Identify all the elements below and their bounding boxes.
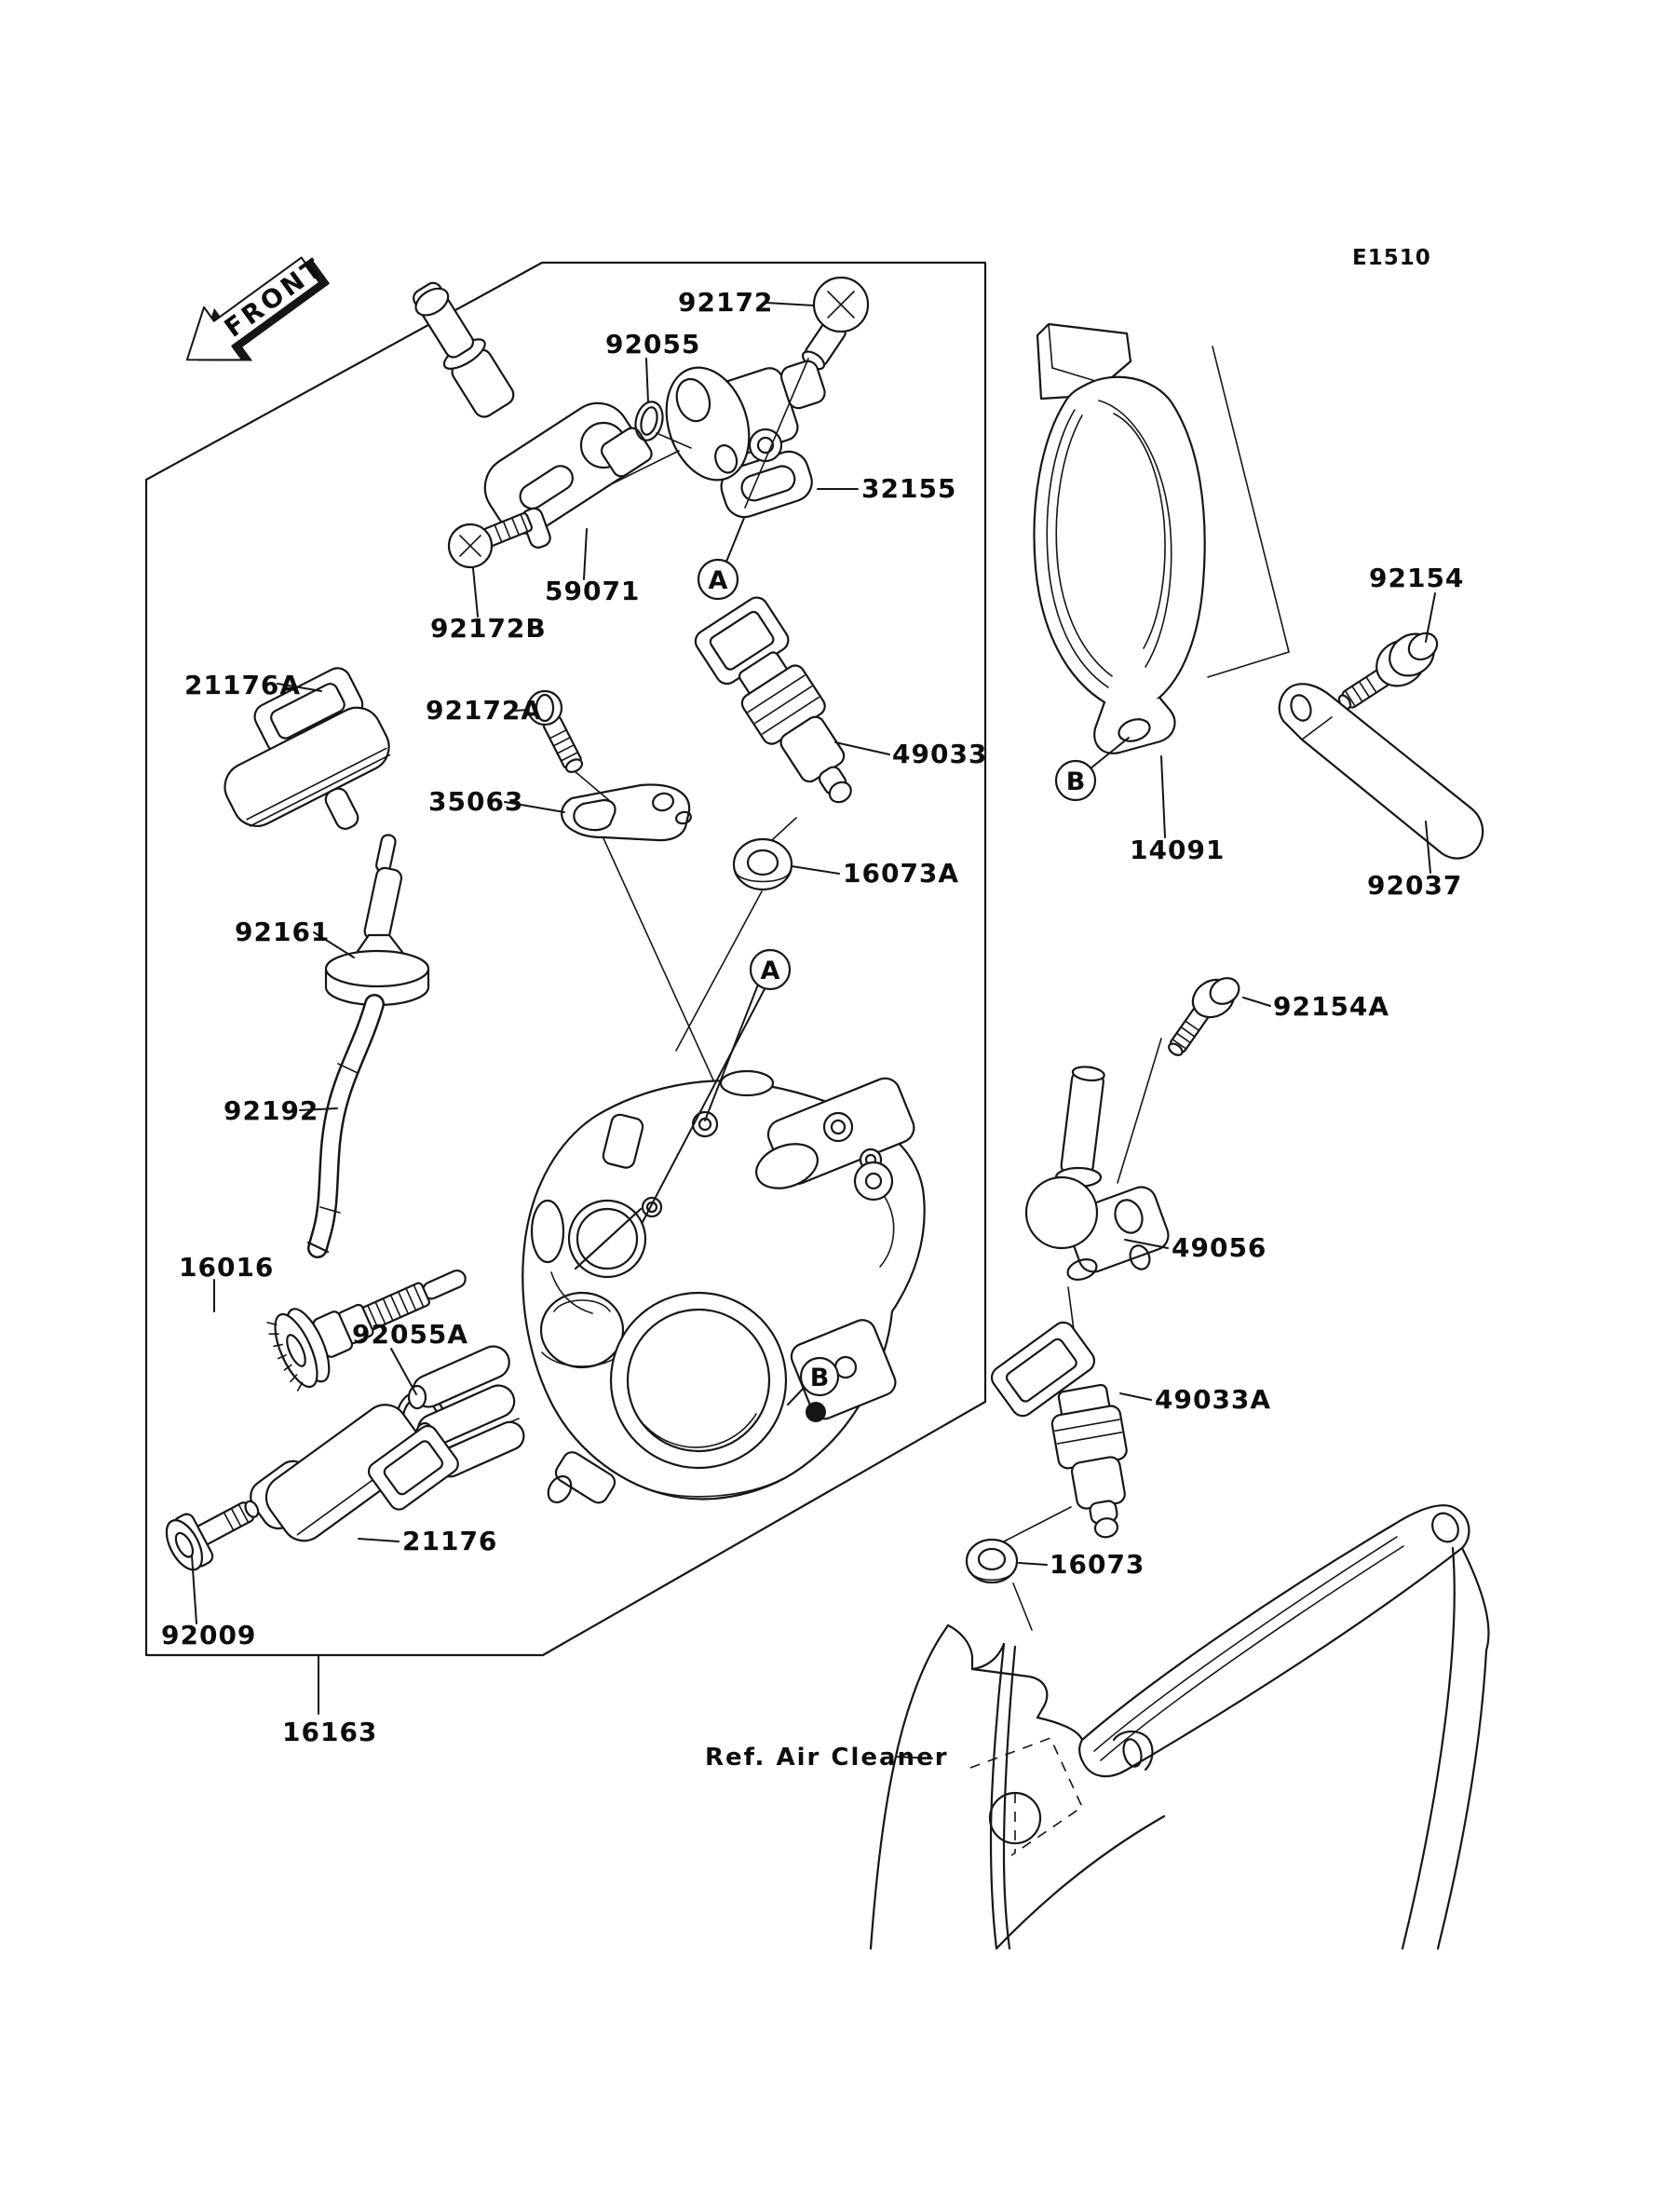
part-label-49056: 49056 — [1172, 1232, 1267, 1263]
part-drawing-92161-damper — [326, 834, 428, 1005]
part-label-16073A: 16073A — [843, 858, 960, 889]
page-code: E1510 — [1352, 246, 1431, 270]
line-49033-to-seal — [773, 818, 796, 839]
front-arrow — [168, 237, 344, 392]
part-drawing-59071-water-temp-sensor — [403, 276, 655, 550]
part-drawing-92172B-screw — [449, 512, 533, 567]
part-label-32155: 32155 — [861, 473, 957, 504]
part-drawing-92192-hose — [308, 1004, 374, 1252]
part-label-92172: 92172 — [678, 287, 774, 318]
ref-air-cleaner-label: Ref. Air Cleaner — [705, 1744, 949, 1772]
part-label-49033A: 49033A — [1155, 1384, 1272, 1415]
leader-lines — [192, 303, 1435, 1759]
part-label-14091: 14091 — [1130, 835, 1226, 865]
callout-b2-letter: B — [809, 1364, 830, 1392]
part-drawing-92172-screw — [800, 278, 868, 373]
callout-b1 — [1056, 738, 1129, 800]
callout-a1 — [698, 518, 744, 599]
part-drawing-35063-bracket — [562, 771, 729, 1115]
part-label-16073: 16073 — [1050, 1549, 1145, 1580]
part-label-92161: 92161 — [235, 917, 331, 947]
part-drawing-air-cleaner — [871, 1505, 1488, 1949]
part-label-21176A: 21176A — [184, 670, 302, 700]
part-label-92172B: 92172B — [430, 613, 547, 644]
part-label-16163: 16163 — [282, 1717, 378, 1747]
part-drawing-92037-bracket — [1280, 684, 1483, 858]
part-label-92172A: 92172A — [426, 695, 543, 726]
part-drawing-throttle-body — [408, 1071, 925, 1507]
callout-a1-letter: A — [708, 566, 728, 595]
part-drawing-49033-injector — [691, 593, 879, 822]
part-label-92192: 92192 — [224, 1095, 319, 1126]
part-label-92009: 92009 — [161, 1620, 257, 1650]
part-label-92037: 92037 — [1367, 870, 1463, 901]
part-label-16016: 16016 — [179, 1252, 275, 1283]
part-label-92055: 92055 — [605, 329, 701, 360]
part-label-92154A: 92154A — [1273, 991, 1390, 1022]
part-label-59071: 59071 — [545, 576, 641, 606]
part-label-49033: 49033 — [892, 739, 988, 769]
callout-a2-letter: A — [760, 957, 780, 985]
part-drawing-16073-seal — [967, 1540, 1032, 1630]
part-drawing-16073A-seal — [676, 839, 792, 1051]
part-label-35063: 35063 — [428, 786, 524, 817]
callout-b1-letter: B — [1065, 767, 1086, 796]
part-drawing-14091-cover — [1034, 324, 1289, 754]
front-arrow-label: FRONT — [218, 251, 331, 344]
part-label-21176: 21176 — [402, 1526, 498, 1556]
part-drawing-49033A-injector — [987, 1318, 1141, 1543]
part-drawing-92154A-bolt — [1118, 972, 1243, 1183]
part-label-92055A: 92055A — [352, 1319, 469, 1350]
part-label-92154: 92154 — [1369, 563, 1465, 593]
part-drawing-49056-joint — [1026, 1066, 1172, 1344]
